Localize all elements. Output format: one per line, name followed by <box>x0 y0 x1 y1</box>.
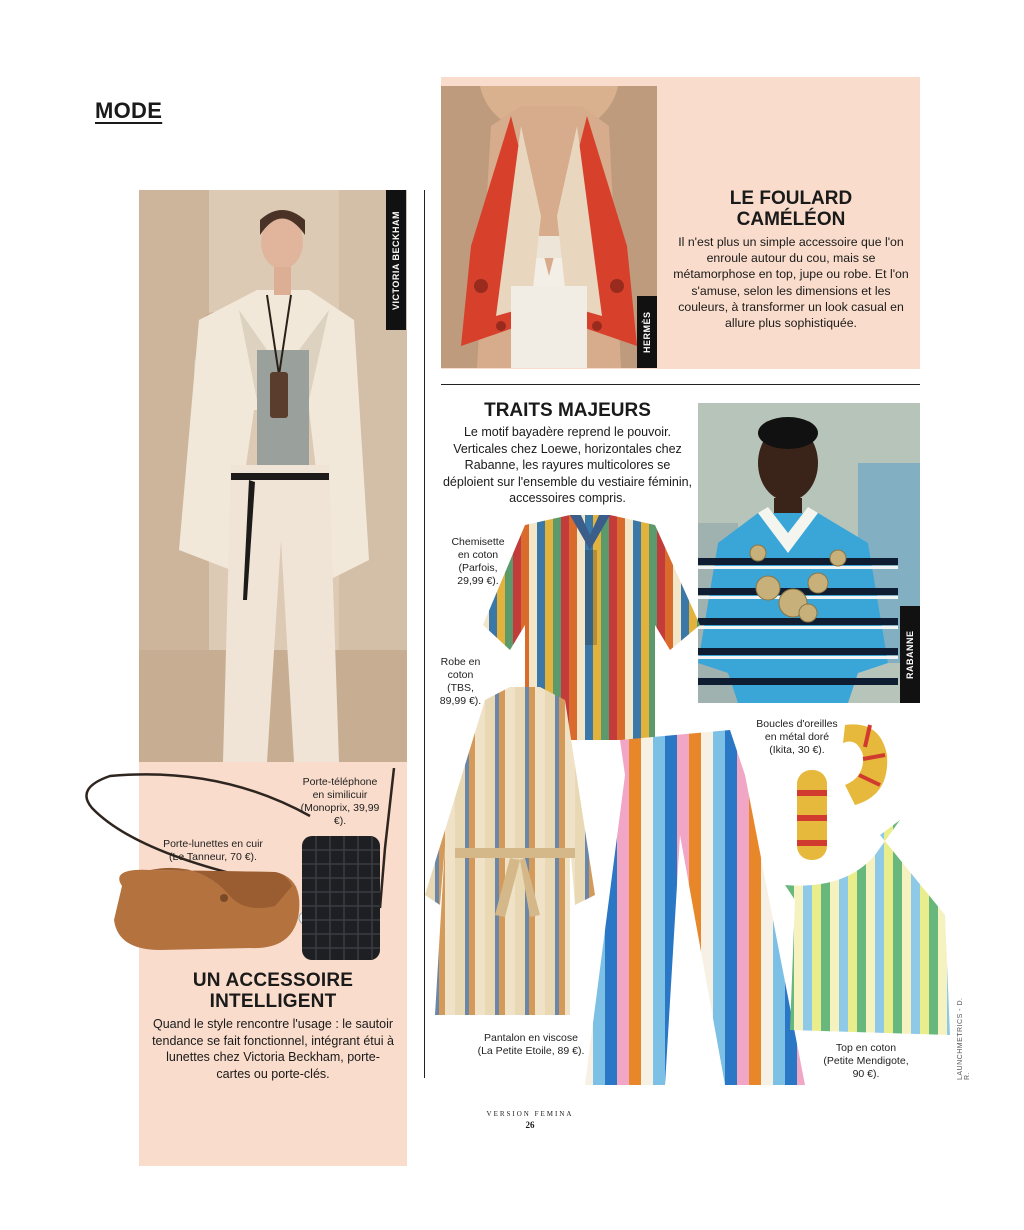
striped-products-illustration <box>425 515 955 1095</box>
caption-top: Top en coton (Petite Mendigote, 90 €). <box>823 1042 909 1080</box>
caption-pantalon: Pantalon en viscose (La Petite Etoile, 89 €). <box>477 1032 585 1057</box>
scarf-top-illustration <box>441 86 657 368</box>
foulard-title-line2: CAMÉLÉON <box>736 209 846 230</box>
photo-credit-rabanne: RABANNE <box>900 606 920 703</box>
magazine-name: VERSION FEMINA <box>486 1110 574 1118</box>
section-label: MODE <box>95 98 163 123</box>
caption-boucles: Boucles d'oreilles en métal doré (Ikita, 30 €). <box>756 718 838 756</box>
foulard-title <box>672 188 910 230</box>
accessoire-title-line2: INTELLIGENT <box>209 991 337 1012</box>
hermes-scarf-photo <box>441 86 657 368</box>
accessoire-body: Quand le style rencontre l'usage : le sautoir tendance se fait fonctionnel, intégrant étui à lunettes chez Victoria Beckham, porte-cartes ou porte-clés. <box>152 1017 394 1081</box>
page-number: 26 <box>525 1120 535 1130</box>
accessoire-title <box>150 970 396 1012</box>
photo-credit-line: LAUNCHMETRICS - D. R. <box>957 997 971 1080</box>
photo-credit-victoria-beckham: VICTORIA BECKHAM <box>386 190 406 330</box>
traits-title: TRAITS MAJEURS <box>484 400 651 421</box>
caption-porte-lunettes: Porte-lunettes en cuir (Le Tanneur, 70 €). <box>163 838 263 863</box>
caption-chemisette: Chemisette en coton (Parfois, 29,99 €). <box>451 536 505 587</box>
runway-model-illustration <box>139 190 407 762</box>
foulard-title-line1: LE FOULARD <box>729 188 853 209</box>
victoria-beckham-runway-photo <box>139 190 407 762</box>
accessoire-title-line1: UN ACCESSOIRE <box>192 970 354 991</box>
caption-robe: Robe en coton (TBS, 89,99 €). <box>439 656 482 707</box>
section-divider <box>441 384 920 385</box>
traits-body: Le motif bayadère reprend le pouvoir. Verticales chez Loewe, horizontales chez Rabanne, les rayures multicolores se déploient sur l'ensemble du vestiaire féminin, accessoires compris. <box>442 425 693 505</box>
photo-credit-hermes: HERMÈS <box>637 296 657 368</box>
caption-porte-telephone: Porte-téléphone en similicuir (Monoprix, 39,99 €). <box>300 776 380 827</box>
foulard-body: Il n'est plus un simple accessoire que l'on enroule autour du cou, mais se métamorphose en top, jupe ou robe. Et l'on s'amuse, selon les dimensions et les couleurs, à transformer un look casual en allure plus sophistiquée. <box>673 235 909 331</box>
